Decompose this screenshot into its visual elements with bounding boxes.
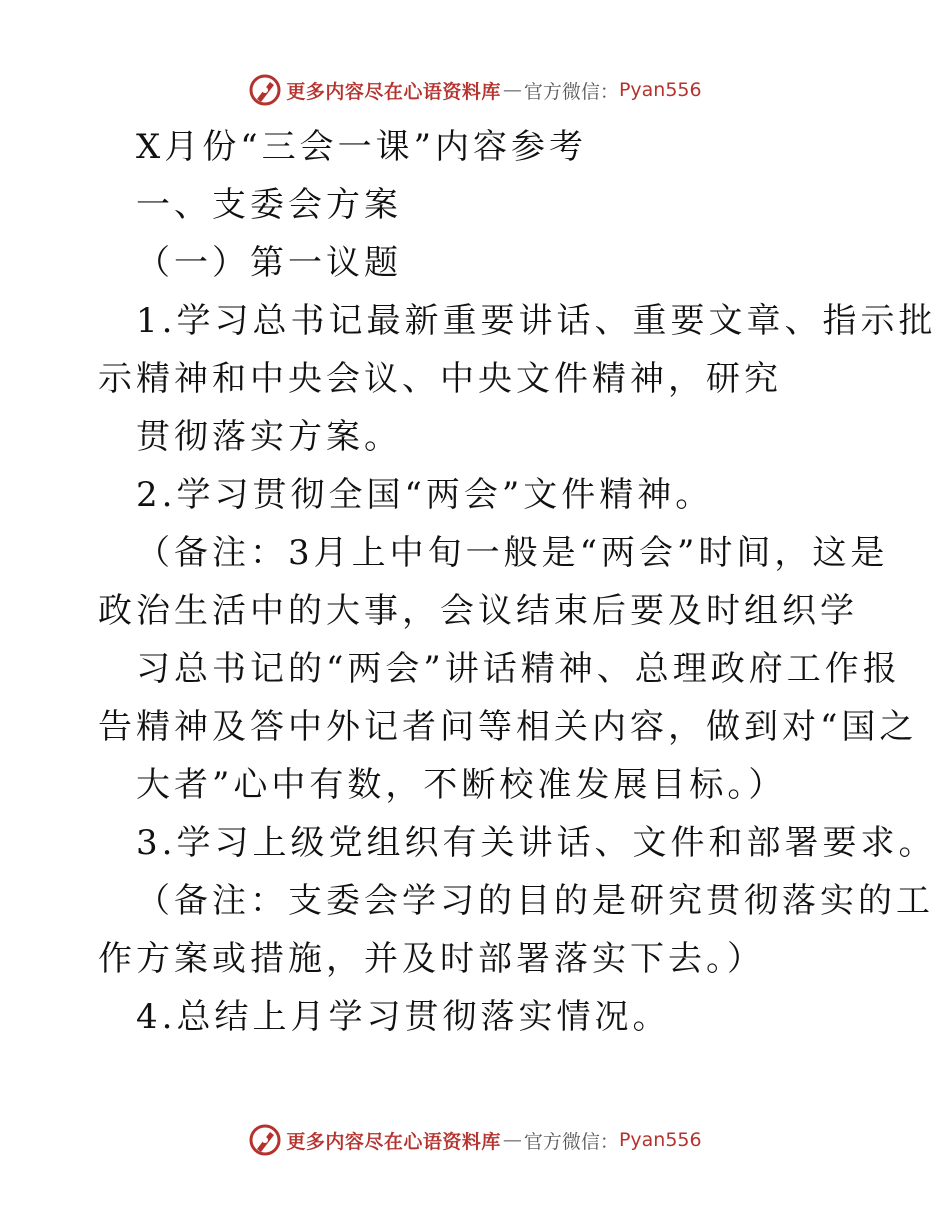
watermark-brand: 更多内容尽在心语资料库 bbox=[286, 1130, 501, 1153]
section-heading: 一、支委会方案 bbox=[136, 185, 402, 225]
paragraph-line: 示精神和中央会议、中央文件精神，研究 bbox=[98, 359, 782, 399]
footer-watermark bbox=[0, 1120, 950, 1160]
paragraph-line: 习总书记的“两会”讲话精神、总理政府工作报 bbox=[136, 649, 901, 689]
watermark-label: 官方微信： bbox=[523, 1130, 619, 1153]
paragraph-line: 贯彻落实方案。 bbox=[136, 417, 402, 457]
watermark-account: Pyan556 bbox=[618, 79, 702, 101]
paragraph-line: 政治生活中的大事，会议结束后要及时组织学 bbox=[98, 591, 858, 631]
paragraph-line: 4.总结上月学习贯彻落实情况。 bbox=[136, 997, 671, 1037]
watermark-account: Pyan556 bbox=[618, 1129, 702, 1151]
watermark-separator: — bbox=[502, 79, 522, 101]
paragraph-line: （备注：3月上中旬一般是“两会”时间，这是 bbox=[136, 533, 889, 573]
document-title: X月份“三会一课”内容参考 bbox=[136, 127, 587, 167]
pen-logo-icon bbox=[248, 1123, 282, 1157]
watermark-separator: — bbox=[502, 1129, 522, 1151]
paragraph-line: （备注：支委会学习的目的是研究贯彻落实的工 bbox=[136, 881, 934, 921]
watermark-label: 官方微信： bbox=[523, 80, 619, 103]
paragraph-line: 大者”心中有数，不断校准发展目标。） bbox=[136, 765, 787, 805]
watermark-brand: 更多内容尽在心语资料库 bbox=[286, 80, 501, 103]
paragraph-line: 2.学习贯彻全国“两会”文件精神。 bbox=[136, 475, 714, 515]
subsection-heading: （一）第一议题 bbox=[136, 243, 402, 283]
paragraph-line: 告精神及答中外记者问等相关内容，做到对“国之 bbox=[98, 707, 918, 747]
header-watermark bbox=[0, 70, 950, 110]
paragraph-line: 1.学习总书记最新重要讲话、重要文章、指示批 bbox=[136, 301, 937, 341]
pen-logo-icon bbox=[248, 73, 282, 107]
paragraph-line: 3.学习上级党组织有关讲话、文件和部署要求。 bbox=[136, 823, 937, 863]
paragraph-line: 作方案或措施，并及时部署落实下去。） bbox=[98, 939, 765, 979]
document-body bbox=[98, 118, 937, 1046]
